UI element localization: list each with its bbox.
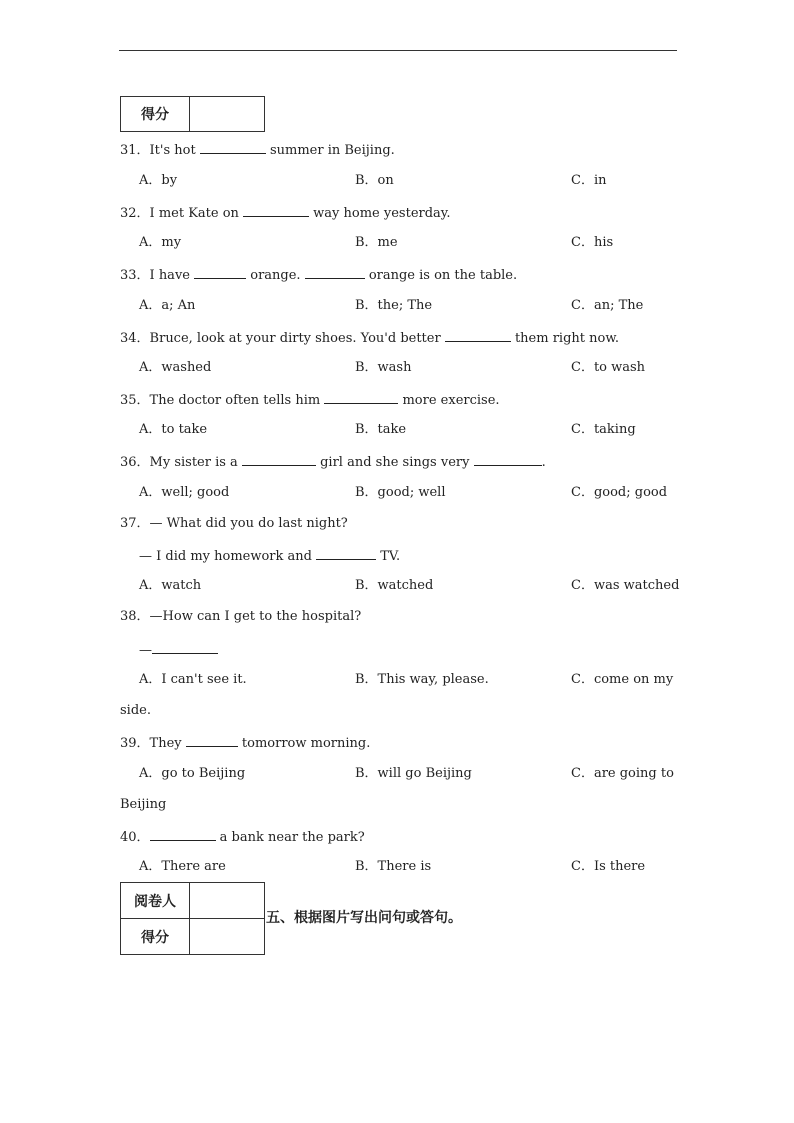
question-39: 39．They tomorrow morning. (120, 736, 371, 751)
option-a[interactable]: A．a; An (139, 298, 196, 313)
option-b[interactable]: B．There is (355, 859, 432, 874)
option-b[interactable]: B．This way, please. (355, 672, 489, 687)
question-31: 31．It's hot summer in Beijing. (120, 143, 395, 158)
option-b[interactable]: B．me (355, 235, 398, 250)
question-32: 32．I met Kate on way home yesterday. (120, 206, 451, 221)
question-34: 34．Bruce, look at your dirty shoes. You'd better them right now. (120, 331, 620, 346)
option-c[interactable]: C．an; The (571, 298, 644, 313)
question-35: 35．The doctor often tells him more exercise. (120, 393, 500, 408)
answer-blank[interactable] (152, 641, 218, 654)
option-a[interactable]: A．washed (139, 360, 212, 375)
option-a[interactable]: A．by (139, 173, 178, 188)
answer-blank[interactable] (316, 547, 376, 560)
option-b[interactable]: B．take (355, 422, 407, 437)
score-value-cell[interactable] (190, 97, 265, 132)
score-value-cell[interactable] (190, 919, 265, 955)
question-38-reply: — (139, 641, 218, 659)
question-38: 38．—How can I get to the hospital? (120, 609, 362, 624)
option-c[interactable]: C．his (571, 235, 614, 250)
option-b[interactable]: B．watched (355, 578, 434, 593)
option-a[interactable]: A．I can't see it. (139, 672, 247, 687)
option-c-wrap: side. (120, 703, 151, 718)
option-c[interactable]: C．Is there (571, 859, 646, 874)
reviewer-label: 阅卷人 (121, 883, 190, 919)
answer-blank[interactable] (186, 734, 238, 747)
score-label: 得分 (121, 919, 190, 955)
option-a[interactable]: A．There are (139, 859, 226, 874)
option-a[interactable]: A．go to Beijing (139, 766, 246, 781)
answer-blank[interactable] (324, 391, 398, 404)
question-36: 36．My sister is a girl and she sings very . (120, 455, 546, 470)
reviewer-value-cell[interactable] (190, 883, 265, 919)
option-c[interactable]: C．in (571, 173, 607, 188)
answer-blank[interactable] (445, 329, 511, 342)
option-c-wrap: Beijing (120, 797, 167, 812)
question-37-reply: — I did my homework and TV. (139, 549, 401, 564)
option-b[interactable]: B．the; The (355, 298, 433, 313)
question-40: 40． a bank near the park? (120, 830, 365, 845)
option-c[interactable]: C．was watched (571, 578, 680, 593)
option-c[interactable]: C．good; good (571, 485, 668, 500)
option-c[interactable]: C．to wash (571, 360, 646, 375)
option-a[interactable]: A．well; good (139, 485, 230, 500)
score-box (120, 96, 265, 132)
option-c[interactable]: C．taking (571, 422, 636, 437)
option-c[interactable]: C．are going to (571, 766, 674, 781)
question-33: 33．I have orange. orange is on the table. (120, 268, 518, 283)
answer-blank[interactable] (243, 204, 309, 217)
answer-blank[interactable] (305, 266, 365, 279)
option-a[interactable]: A．my (139, 235, 182, 250)
answer-blank[interactable] (242, 453, 316, 466)
option-c[interactable]: C．come on my (571, 672, 674, 687)
answer-blank[interactable] (150, 828, 216, 841)
option-b[interactable]: B．good; well (355, 485, 446, 500)
review-box (120, 882, 265, 955)
score-label: 得分 (121, 97, 190, 132)
option-a[interactable]: A．to take (139, 422, 208, 437)
option-a[interactable]: A．watch (139, 578, 202, 593)
option-b[interactable]: B．will go Beijing (355, 766, 472, 781)
option-b[interactable]: B．on (355, 173, 394, 188)
section-title: 五、根据图片写出问句或答句。 (266, 910, 462, 926)
question-37: 37．— What did you do last night? (120, 516, 348, 531)
header-rule (119, 50, 677, 51)
answer-blank[interactable] (474, 453, 542, 466)
option-b[interactable]: B．wash (355, 360, 412, 375)
answer-blank[interactable] (200, 141, 266, 154)
answer-blank[interactable] (194, 266, 246, 279)
